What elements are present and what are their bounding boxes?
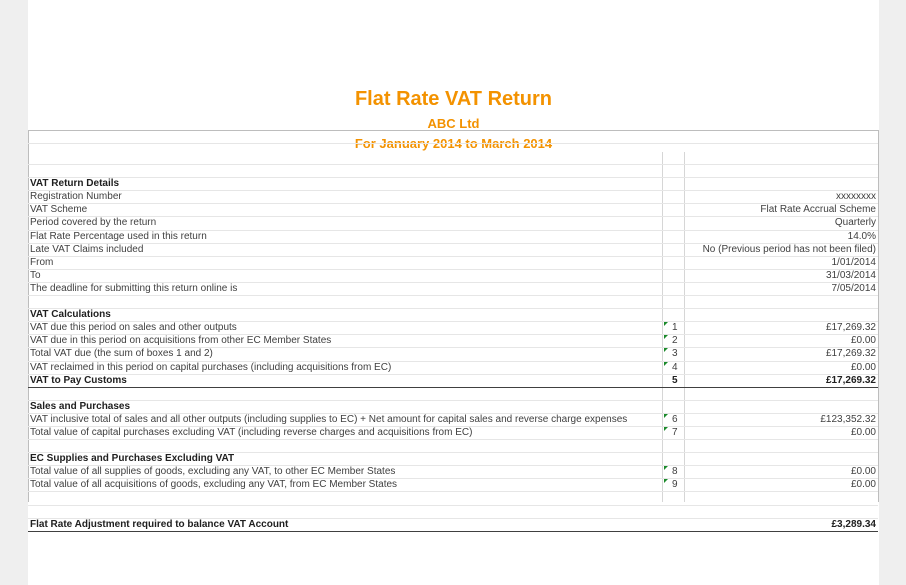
row-value[interactable]: £0.00	[850, 479, 876, 491]
row-label[interactable]: The deadline for submitting this return online is	[30, 282, 238, 294]
table-row	[28, 335, 878, 348]
table-row	[28, 231, 878, 244]
row-label[interactable]: Total value of all supplies of goods, excluding any VAT, to other EC Member States	[30, 466, 396, 478]
row-label[interactable]: Sales and Purchases	[30, 400, 131, 412]
table-row	[28, 453, 878, 466]
cell-comment-indicator-icon	[664, 466, 668, 470]
row-label[interactable]: Total VAT due (the sum of boxes 1 and 2)	[30, 348, 213, 360]
table-row	[28, 217, 878, 230]
table-row	[28, 519, 878, 532]
row-value[interactable]: No (Previous period has not been filed)	[702, 243, 876, 255]
table-row	[28, 191, 878, 204]
table-row	[28, 204, 878, 217]
table-border-right	[878, 130, 879, 502]
box-number: 7	[672, 426, 678, 438]
row-label[interactable]: VAT reclaimed in this period on capital purchases (including acquisitions from EC)	[30, 361, 392, 373]
row-label[interactable]: EC Supplies and Purchases Excluding VAT	[30, 453, 235, 465]
row-label[interactable]: VAT due in this period on acquisitions from other EC Member States	[30, 335, 332, 347]
row-value[interactable]: 1/01/2014	[831, 256, 876, 268]
table-row	[28, 257, 878, 270]
table-row	[28, 309, 878, 322]
row-value[interactable]: 7/05/2014	[831, 282, 876, 294]
period-subtitle: For January 2014 to March 2014	[354, 136, 553, 151]
row-label[interactable]: VAT inclusive total of sales and all other outputs (including supplies to EC) + Net amount for capital sales and reverse charge expenses	[30, 413, 628, 425]
row-value[interactable]: £0.00	[850, 426, 876, 438]
row-value[interactable]: £17,269.32	[686, 375, 876, 388]
box-number: 9	[672, 479, 678, 491]
cell-comment-indicator-icon	[664, 479, 668, 483]
row-value[interactable]: £0.00	[850, 361, 876, 373]
row-label[interactable]: To	[30, 269, 41, 281]
box-number: 8	[672, 466, 678, 478]
table-row	[28, 466, 878, 479]
table-row	[28, 348, 878, 361]
table-row	[28, 440, 878, 453]
row-label[interactable]: Late VAT Claims included	[30, 243, 144, 255]
box-number: 4	[672, 361, 678, 373]
cell-comment-indicator-icon	[664, 362, 668, 366]
cell-comment-indicator-icon	[664, 427, 668, 431]
table-row	[28, 144, 878, 165]
cell-comment-indicator-icon	[664, 414, 668, 418]
row-label[interactable]: Period covered by the return	[30, 217, 157, 229]
vat-return-table	[28, 130, 878, 532]
cell-comment-indicator-icon	[664, 335, 668, 339]
row-label[interactable]: VAT Return Details	[30, 178, 120, 190]
row-label[interactable]: VAT to Pay Customs	[30, 374, 127, 386]
cell-comment-indicator-icon	[664, 348, 668, 352]
table-row	[28, 322, 878, 335]
box-number: 3	[672, 348, 678, 360]
table-row	[28, 283, 878, 296]
row-value[interactable]: £17,269.32	[825, 322, 876, 334]
row-label[interactable]: Flat Rate Adjustment required to balance VAT Account	[30, 518, 289, 530]
row-value[interactable]: £0.00	[850, 466, 876, 478]
table-row	[28, 506, 878, 519]
row-value[interactable]: £17,269.32	[825, 348, 876, 360]
table-row	[28, 479, 878, 492]
box-number: 5	[672, 374, 678, 386]
box-number: 2	[672, 335, 678, 347]
row-label[interactable]: VAT Calculations	[30, 309, 111, 321]
row-label[interactable]: Total value of capital purchases excluding VAT (including reverse charges and acquisitions from EC)	[30, 426, 473, 438]
box-number: 1	[672, 322, 678, 334]
table-row	[28, 414, 878, 427]
table-row	[28, 244, 878, 257]
company-name: ABC Ltd	[427, 116, 480, 131]
cell-comment-indicator-icon	[664, 322, 668, 326]
row-value[interactable]: Quarterly	[834, 217, 876, 229]
row-value[interactable]: 31/03/2014	[825, 269, 876, 281]
row-label[interactable]: Total value of all acquisitions of goods, excluding any VAT, from EC Member States	[30, 479, 398, 491]
row-value[interactable]: xxxxxxxx	[836, 191, 876, 203]
table-row	[28, 388, 878, 401]
table-row	[28, 131, 878, 144]
row-value[interactable]: £0.00	[850, 335, 876, 347]
row-label[interactable]: VAT Scheme	[30, 204, 88, 216]
row-label[interactable]: Registration Number	[30, 191, 122, 203]
table-row	[28, 296, 878, 309]
row-value[interactable]: £123,352.32	[820, 413, 876, 425]
table-row	[28, 178, 878, 191]
row-value[interactable]: 14.0%	[847, 230, 876, 242]
table-row	[28, 362, 878, 375]
table-row	[28, 375, 878, 388]
table-row	[28, 165, 878, 178]
row-value[interactable]: Flat Rate Accrual Scheme	[760, 204, 876, 216]
table-row	[28, 401, 878, 414]
box-number: 6	[672, 413, 678, 425]
table-row	[28, 492, 878, 505]
row-value[interactable]: £3,289.34	[686, 519, 876, 532]
row-label[interactable]: From	[30, 256, 54, 268]
table-row	[28, 270, 878, 283]
table-row	[28, 427, 878, 440]
row-label[interactable]: VAT due this period on sales and other outputs	[30, 322, 237, 334]
page-title: Flat Rate VAT Return	[354, 88, 553, 110]
row-label[interactable]: Flat Rate Percentage used in this return	[30, 230, 207, 242]
spreadsheet-page	[28, 0, 879, 585]
